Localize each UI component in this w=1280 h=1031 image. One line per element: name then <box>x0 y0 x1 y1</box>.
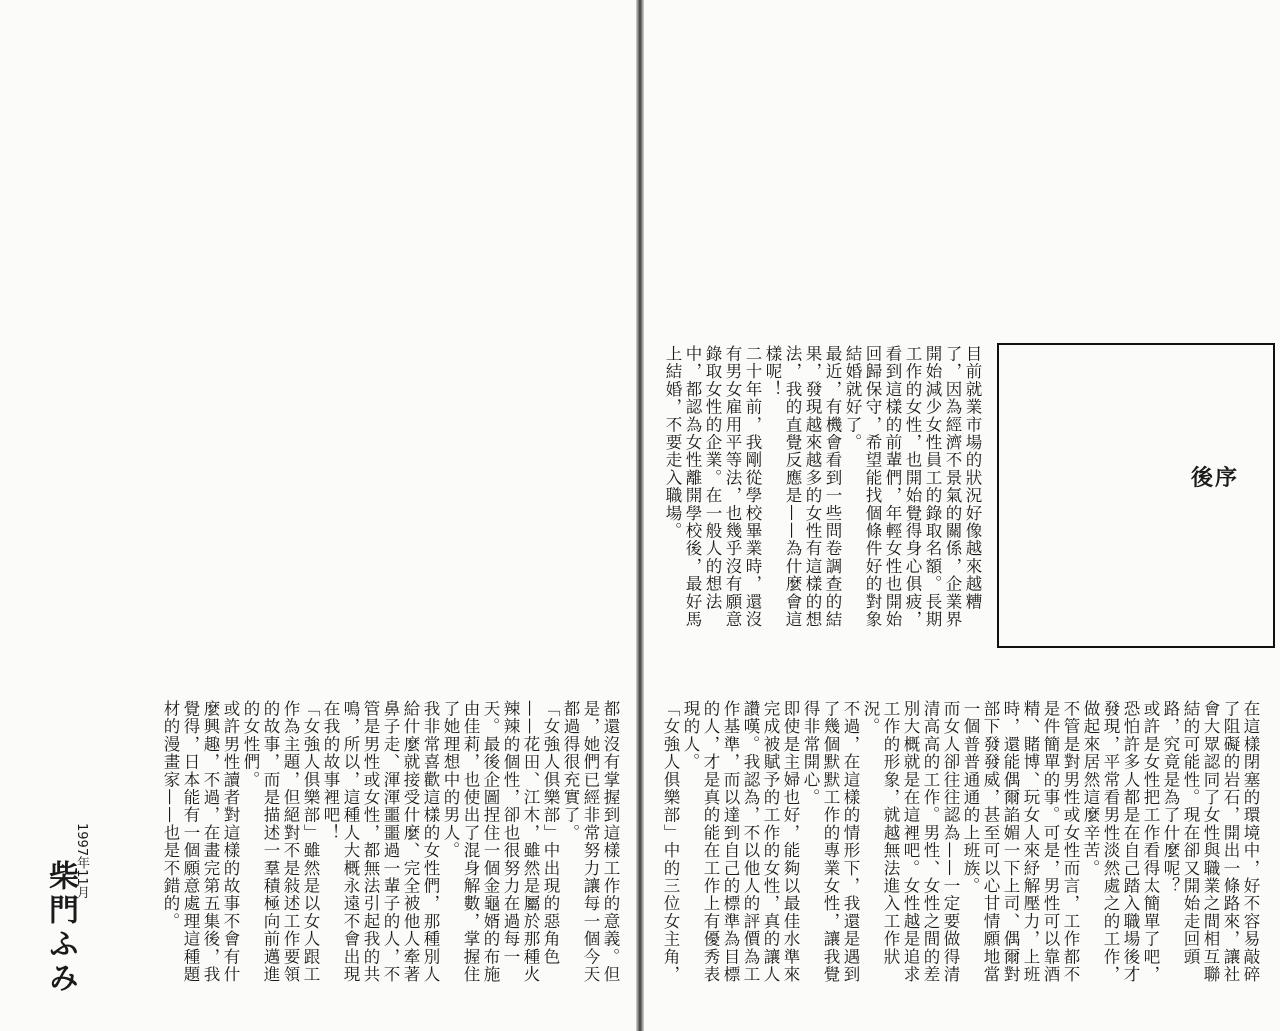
paragraph: 「女強人俱樂部」中出現的惡角色——花田、江木，雖然是屬於那種火辣辣的個性，卻也很努力在過每一天。最後企圖捏住一個金龜婿的布施由佳莉，也使出了混身解數，掌握住了她理想中的男人。 <box>441 700 560 984</box>
left-text <box>130 700 620 1000</box>
paragraph: 或許男性讀者對這樣的故事不會有什麼興趣，不過，在畫完第五集後，我覺得，日本能有一個願意處理這種題材的漫畫家——也是不錯的。 <box>161 700 240 984</box>
right-top-text <box>662 345 982 645</box>
paragraph: 「女強人俱樂部」雖然是以女人跟工作為主題，但絕對不是敍述工作要領的故事，而是描述一羣積極向前邁進的女性們。 <box>241 700 320 984</box>
signature-author: 柴門ふみ <box>43 860 78 996</box>
right-bottom-text <box>661 700 1260 1000</box>
paragraph: 我非常喜歡這樣的女性們，那種別人給什麼就接受什麼、完全被他人牽著鼻子走、渾渾噩噩過一輩子的人，不管是男性或女性，都無法引起我的共鳴，所以，這種人大概永遠不會出現在我的故事裡吧！ <box>321 700 440 984</box>
paragraph: 都還沒有掌握到這樣工作的意義。但是，她們已經非常努力讓每一個今天都過得很充實了。 <box>561 700 620 984</box>
paragraph: 即使是主婦也好，能夠以最佳水準來完成被賦予的工作的女性，真的讓人讚嘆。我認為，不以他人的評價為工作基準，而以達到自己的標準為目標的人，才是真的能在工作上有優秀表現的人。 <box>681 700 800 984</box>
paragraph: 二十年前，我剛從學校畢業時，還沒有男女雇用平等法，也幾乎沒有願意錄取女性的企業。在一般人的想法中，都認為女性離開學校後，最好馬上結婚，不要走入職場。 <box>663 345 762 629</box>
paragraph: 在這樣閉塞的環境中，好不容易敲碎了阻礙的岩石，開出一條路來，讓社會大眾認同了女性與職業之間相互聯結的可能性。現在卻又開始走回頭路，究竟是為了什麼呢？ <box>1161 700 1260 984</box>
paragraph: 最近，有機會看到一些問卷調查的結果，發現越來越多的女性有這樣的想法，我的直覺反應是——為什麼會這樣呢！ <box>763 345 842 629</box>
paragraph: 目前就業市場的狀況好像越來越糟了，因為經濟不景氣的關係，企業界開始減少女性員工的錄取名額。長期工作的女性，也開始覺得身心俱疲，看到這樣的前輩們，年輕女性也開始回歸保守，希望能找個條件好的對象結婚就好了。 <box>843 345 982 629</box>
page-gutter <box>636 0 644 1031</box>
title-box <box>997 343 1275 648</box>
paragraph: 不過，在這樣的情形下，我還是遇到了幾個默默工作的專業女性，讓我覺得非常開心。 <box>801 700 860 984</box>
paragraph: 「女強人俱樂部」中的三位女主角， <box>661 700 680 984</box>
paragraph: 而女人卻往往認為——一定要做得清清高高的工作。男性、女性之間的差別大概就是在這裡吧。女性越是追求工作的形象，就越無法進入工作狀況。 <box>861 700 960 984</box>
signature-date: 1997年11月 <box>74 823 89 899</box>
page-title: 後序 <box>1190 466 1239 491</box>
paragraph: 或許是女性把工作看得太簡單了吧，恐怕許多人都是在自己踏入職場後才發現，平常看男性淡然處之的工作，做起來居然這麼辛苦。 <box>1081 700 1160 984</box>
paragraph: 不管是對男性或女性而言，工作都不是件簡單的事。可是，男性可以靠酒精、賭博、玩女人來紓解壓力，上班時，還能偶爾諂媚一下上司、偶爾對部下發發威，甚至可以心甘情願地當一個普普通通的上班族。 <box>961 700 1080 984</box>
